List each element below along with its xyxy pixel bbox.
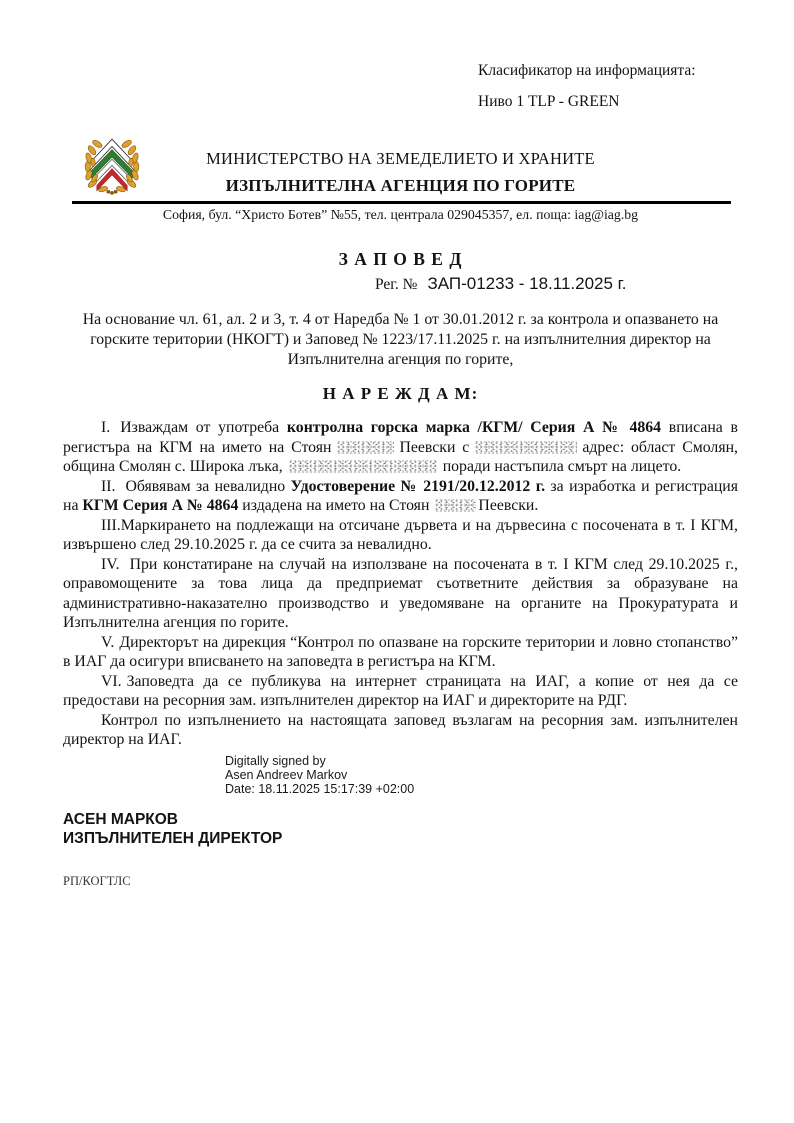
point-text: Заповедта да се публикува на интернет страницата на ИАГ, а копие от нея да се предостави на ресорния зам. изпълнителен директор на ИАГ и директорите на РДГ.	[63, 672, 738, 709]
signatory-title: ИЗПЪЛНИТЕЛЕН ДИРЕКТОР	[63, 829, 283, 847]
classification-block	[478, 55, 738, 117]
point-number: II.	[101, 477, 116, 495]
point-number: I.	[101, 419, 111, 436]
order-point-2	[63, 477, 738, 516]
agency-logo	[83, 136, 141, 196]
letterhead	[63, 149, 738, 196]
order-point-4	[63, 555, 738, 633]
digital-signature-block	[225, 754, 738, 796]
redacted-text	[474, 441, 577, 454]
point-text-bold: КГМ Серия А № 4864	[82, 497, 239, 514]
point-text: Маркирането на подлежащи на отсичане дървета и на дървесина с посочената в т. I КГМ, извършено след 29.10.2025 г. да се счита за невалидно.	[63, 516, 738, 553]
point-text: При констатиране на случай на използване на посочената в т. I КГМ след 29.10.2025 г., оправомощените за това лица да предприемат съответните действия за образуване на административно-наказателно производство и уведомяване на органите на Прокуратурата и Изпълнителна агенция по горите.	[63, 555, 738, 631]
point-text-bold: контролна горска марка /КГМ/ Серия А № 4864	[286, 419, 662, 436]
redacted-text	[336, 441, 394, 454]
wreath-flag-icon	[83, 136, 141, 196]
point-text: издадена на името на Стоян	[238, 497, 430, 514]
classification-level: Ниво 1 TLP - GREEN	[478, 93, 620, 110]
command-heading: Н А Р Е Ж Д А М:	[322, 384, 479, 403]
order-point-5	[63, 633, 738, 672]
point-text: вписана в регистъра на КГМ на името на Стоян	[63, 419, 738, 456]
order-point-3	[63, 516, 738, 555]
point-text-bold: Удостоверение № 2191/20.12.2012 г.	[290, 477, 546, 495]
reg-number-value: ЗАП-01233 - 18.11.2025 г.	[427, 274, 627, 293]
point-text: Пеевски с	[399, 438, 470, 456]
point-text: Пеевски.	[478, 497, 539, 514]
digital-signature-date: Date: 18.11.2025 15:17:39 +02:00	[225, 781, 415, 796]
digital-signature-line: Digitally signed by	[225, 753, 326, 768]
point-text: Изваждам от употреба	[120, 419, 287, 436]
point-number: VI.	[101, 672, 122, 690]
point-number: IV.	[101, 555, 120, 573]
classification-label: Класификатор на информацията:	[478, 62, 696, 79]
signatory-block	[63, 810, 738, 848]
point-text: адрес: област Смолян, община Смолян с. Широка лъка,	[63, 438, 738, 475]
point-number: III.	[101, 516, 121, 534]
point-text: поради настъпила смърт на лицето.	[442, 458, 682, 475]
order-points	[63, 418, 738, 750]
point-number: V.	[101, 633, 115, 651]
order-title: З А П О В Е Д	[338, 249, 463, 269]
legal-basis-paragraph: На основание чл. 61, ал. 2 и 3, т. 4 от Наредба № 1 от 30.01.2012 г. за контрола и опазването на горските територии (НКОГТ) и Заповед № 1223/17.11.2025 г. на изпълнителния директор на Изпълнителна агенция по горите,	[82, 311, 719, 368]
letterhead-rule	[72, 201, 731, 204]
agency-name: ИЗПЪЛНИТЕЛНА АГЕНЦИЯ ПО ГОРИТЕ	[225, 176, 576, 195]
ministry-name: МИНИСТЕРСТВО НА ЗЕМЕДЕЛИЕТО И ХРАНИТЕ	[206, 149, 595, 168]
registration-line	[375, 274, 738, 294]
redacted-text	[434, 499, 476, 512]
point-text: Обявявам за невалидно	[125, 477, 291, 495]
digital-signature-signer: Asen Andreev Markov	[225, 767, 348, 782]
signatory-name: АСЕН МАРКОВ	[63, 810, 178, 828]
order-point-1	[63, 418, 738, 477]
control-paragraph: Контрол по изпълнението на настоящата заповед възлагам на ресорния зам. изпълнителен директор на ИАГ.	[63, 711, 738, 748]
footer-reference: РП/КОГТЛС	[63, 873, 131, 888]
point-text: Директорът на дирекция “Контрол по опазване на горските територии и ловно стопанство” в ИАГ да осигури вписването на заповедта в регистъра на КГМ.	[63, 633, 738, 670]
point-text: за изработка и регистрация на	[63, 477, 739, 514]
reg-number-label: Рег. №	[375, 276, 418, 293]
agency-address: София, бул. “Христо Ботев” №55, тел. централа 029045357, ел. поща: iag@iag.bg	[162, 207, 639, 222]
order-point-6	[63, 672, 738, 711]
redacted-text	[288, 460, 438, 473]
